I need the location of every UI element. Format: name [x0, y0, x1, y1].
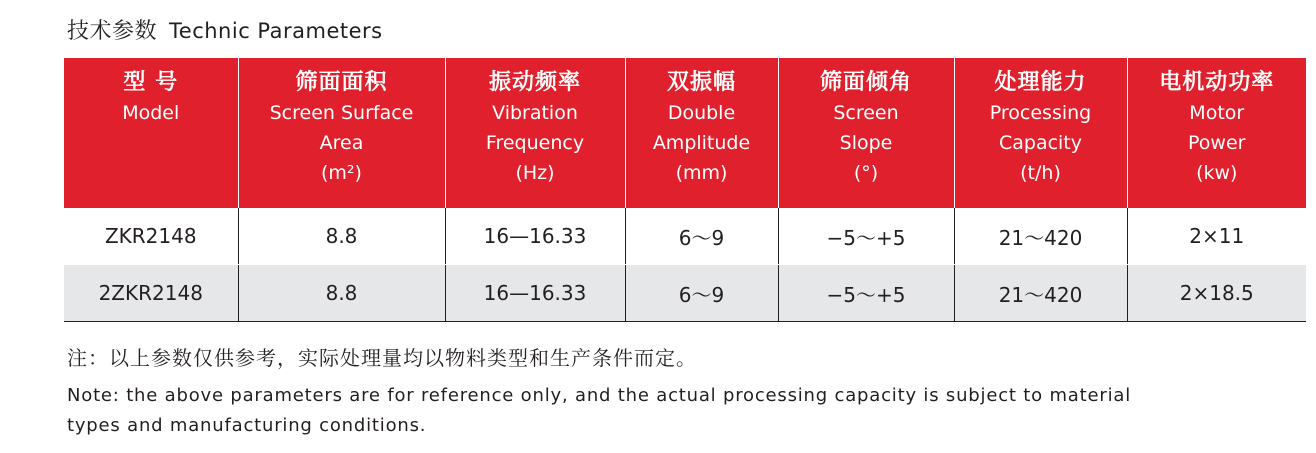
table-row [64, 208, 1306, 265]
cell-model: 2ZKR2148 [64, 265, 238, 322]
cell-screen-area: 8.8 [238, 265, 445, 322]
cell-double-amplitude: 6～9 [625, 265, 778, 322]
header-vibration-frequency: 振动频率 Vibration Frequency (Hz) [445, 58, 625, 208]
header-row [64, 58, 1306, 208]
cell-screen-slope: −5～+5 [778, 265, 954, 322]
cell-vibration-frequency: 16—16.33 [445, 208, 625, 265]
header-motor-power: 电机动功率 Motor Power (kw) [1127, 58, 1306, 208]
cell-screen-area: 8.8 [238, 208, 445, 265]
parameters-table [64, 58, 1306, 322]
cell-motor-power: 2×18.5 [1127, 265, 1306, 322]
table-row [64, 265, 1306, 322]
title-en: Technic Parameters [169, 19, 383, 43]
cell-model: ZKR2148 [64, 208, 238, 265]
header-double-amplitude: 双振幅 Double Amplitude (mm) [625, 58, 778, 208]
header-model: 型 号 Model [64, 58, 238, 208]
cell-motor-power: 2×11 [1127, 208, 1306, 265]
cell-processing-capacity: 21～420 [954, 208, 1127, 265]
cell-processing-capacity: 21～420 [954, 265, 1127, 322]
note-english: Note: the above parameters are for reference only, and the actual processing capacity is subject to material types and manufacturing conditions. [67, 385, 1132, 436]
cell-double-amplitude: 6～9 [625, 208, 778, 265]
cell-screen-slope: −5～+5 [778, 208, 954, 265]
section-title [67, 14, 383, 45]
header-screen-slope: 筛面倾角 Screen Slope (°) [778, 58, 954, 208]
note-chinese: 注：以上参数仅供参考，实际处理量均以物料类型和生产条件而定。 [67, 346, 697, 370]
header-screen-area: 筛面面积 Screen Surface Area (m²) [238, 58, 445, 208]
header-processing-capacity: 处理能力 Processing Capacity (t/h) [954, 58, 1127, 208]
title-cn: 技术参数 [67, 19, 158, 44]
cell-vibration-frequency: 16—16.33 [445, 265, 625, 322]
